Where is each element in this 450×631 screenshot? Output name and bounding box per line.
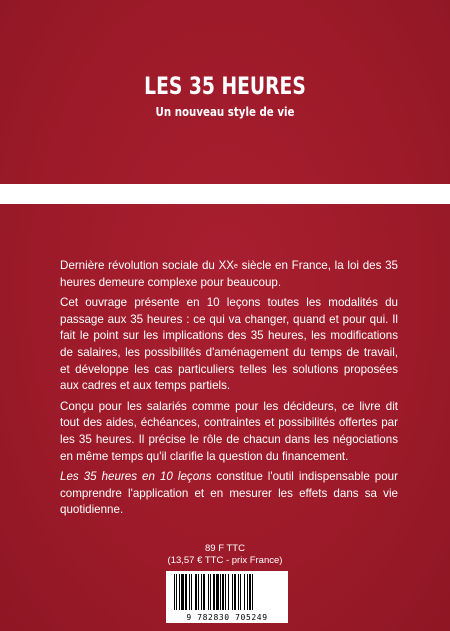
book-title: LES 35 HEURES: [144, 72, 306, 100]
blurb-paragraph-2: Cet ouvrage présente en 10 leçons toutes les modalités du passage aux 35 heures : ce qui va changer, quand et pour qui. Il fait le point sur les implications des 35 heures, les modifications de salaires, les possibilités d'aménagement du temps de travail, et développe les cas particuliers telles les solutions proposées aux cadres et aux temps partiels.: [60, 296, 398, 393]
white-band: [0, 184, 450, 204]
blurb-paragraph-1: Dernière révolution sociale du XXe siècle en France, la loi des 35 heures demeure complexe pour beaucoup.: [60, 259, 398, 289]
blurb-paragraph-4: Les 35 heures en 10 leçons constitue l'outil indispensable pour comprendre l'application et en mesurer les effets dans sa vie quotidienne.: [60, 470, 398, 517]
blurb-text: [60, 258, 398, 523]
price-francs: 89 F TTC: [205, 543, 245, 554]
price-info: [0, 543, 450, 567]
book-subtitle: Un nouveau style de vie: [155, 104, 295, 119]
blurb-paragraph-3: Conçu pour les salariés comme pour les décideurs, ce livre dit tout des aides, échéances, contraintes et possibilités offertes par les 35 heures. Il précise le rôle de chacun dans les négociations en même temps qu'il clarifie la question du financement.: [60, 399, 398, 463]
barcode-digits: 9 782830 705249: [186, 613, 268, 622]
isbn-barcode: [166, 571, 288, 623]
barcode-bars-icon: [166, 571, 288, 613]
price-euros: (13,57 € TTC - prix France): [167, 555, 283, 566]
